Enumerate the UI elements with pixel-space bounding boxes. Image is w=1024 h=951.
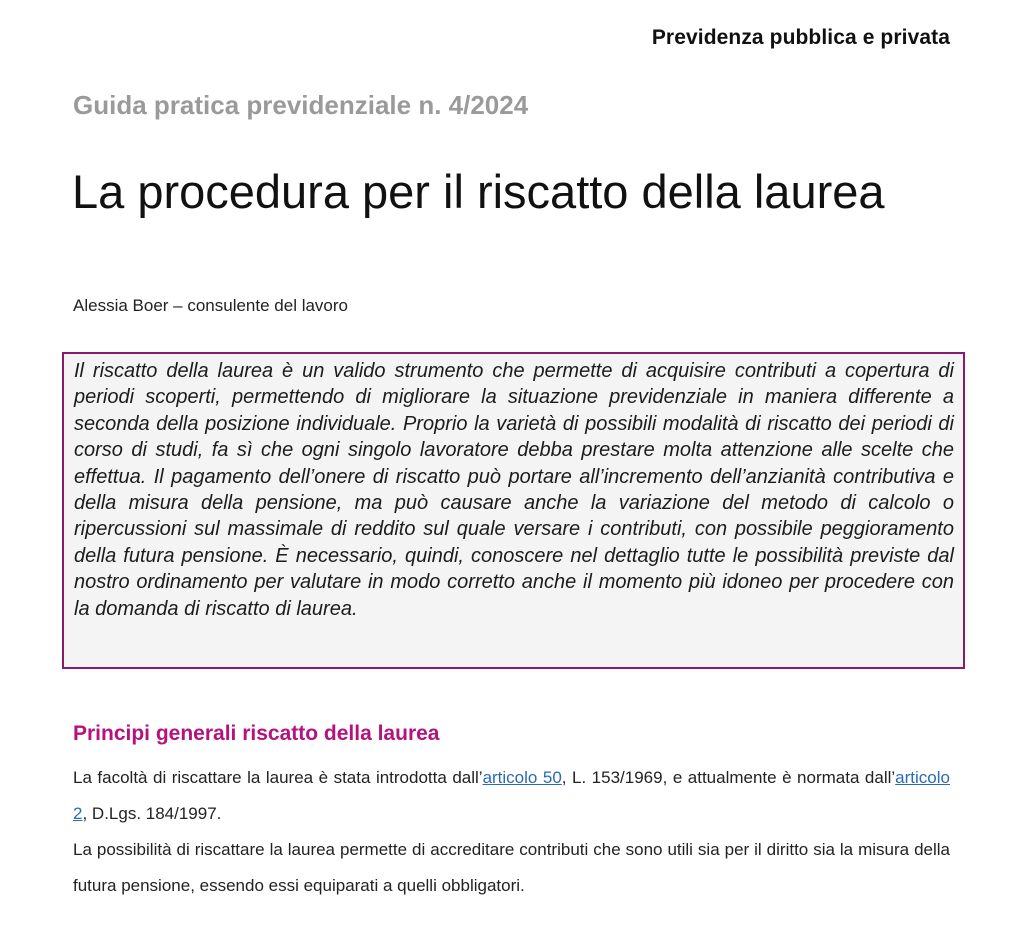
- section-body: [73, 760, 950, 904]
- paragraph-legal-basis: [73, 760, 950, 832]
- link-articolo-50[interactable]: articolo 50: [482, 768, 562, 787]
- article-title: La procedura per il riscatto della laurea: [72, 165, 885, 218]
- section-title: Principi generali riscatto della laurea: [73, 722, 440, 745]
- abstract-box: [62, 352, 965, 669]
- article-author: Alessia Boer – consulente del lavoro: [73, 296, 348, 315]
- category-header: Previdenza pubblica e privata: [651, 26, 950, 49]
- paragraph-text: , D.Lgs. 184/1997.: [82, 804, 222, 823]
- paragraph-text: La facoltà di riscattare la laurea è stata introdotta dall’: [73, 768, 483, 787]
- guide-label: Guida pratica previdenziale n. 4/2024: [73, 90, 529, 120]
- link-articolo-2[interactable]: articolo 2: [73, 768, 950, 823]
- paragraph-benefits: La possibilità di riscattare la laurea permette di accreditare contributi che sono utili sia per il diritto sia la misura della futura pensione, essendo essi equiparati a quelli obbligatori.: [73, 840, 950, 895]
- paragraph-text: , L. 153/1969, e attualmente è normata dall’: [561, 768, 896, 787]
- abstract-text: Il riscatto della laurea è un valido strumento che permette di acquisire contributi a copertura di periodi scoperti, permettendo di migliorare la situazione previdenziale in maniera differente a seconda della posizione individuale. Proprio la varietà di possibili modalità di riscatto dei periodi di corso di studi, fa sì che ogni singolo lavoratore debba prestare molta attenzione alle scelte che effettua. Il pagamento dell’onere di riscatto può portare all’incremento dell’anzianità contributiva e della misura della pensione, ma può causare anche la variazione del metodo di calcolo o ripercussioni sul massimale di reddito sul quale versare i contributi, con possibile peggioramento della futura pensione. È necessario, quindi, conoscere nel dettaglio tutte le possibilità previste dal nostro ordinamento per valutare in modo corretto anche il momento più idoneo per procedere con la domanda di riscatto di laurea.: [74, 360, 954, 620]
